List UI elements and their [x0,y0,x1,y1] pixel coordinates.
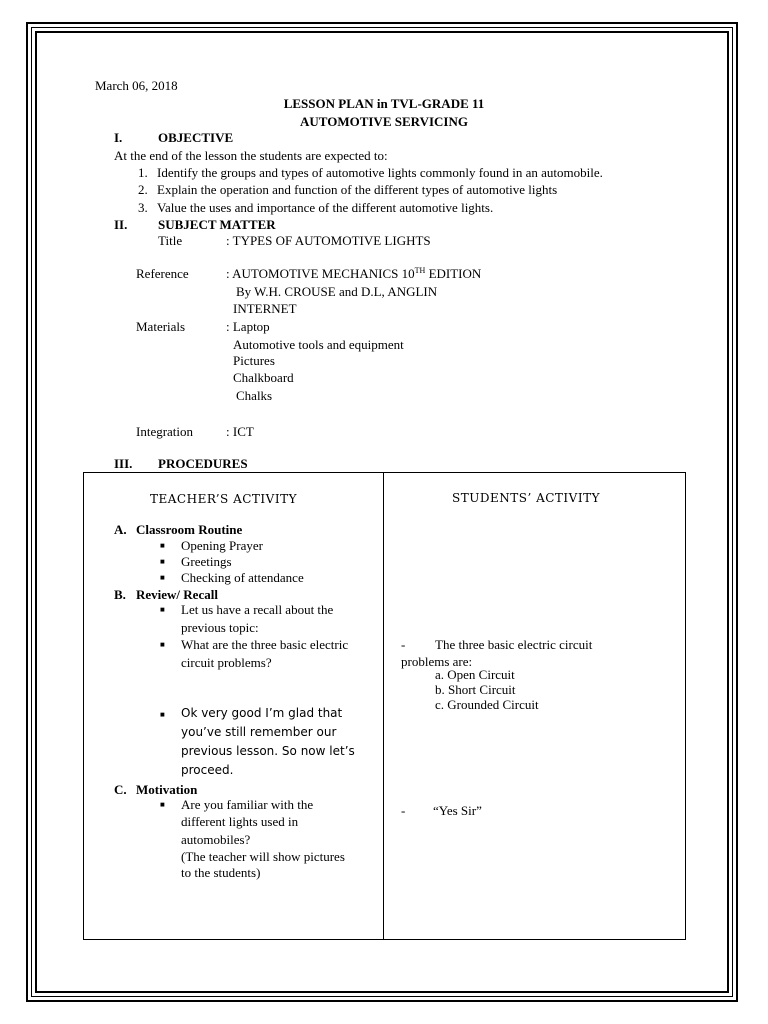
square-bullet-icon: ■ [160,800,165,809]
student-response-item: b. Short Circuit [435,682,516,697]
title-line1: LESSON PLAN in TVL-GRADE 11 [283,96,485,111]
list-item: Are you familiar with the [181,797,314,812]
materials-item: Pictures [233,353,275,368]
list-item: Greetings [181,554,232,569]
list-item: circuit problems? [181,655,272,670]
student-response: “Yes Sir” [433,803,482,818]
student-response: The three basic electric circuit [435,637,593,652]
materials-item: Automotive tools and equipment [233,337,404,352]
list-item: Opening Prayer [181,538,263,553]
title-line2: AUTOMOTIVE SERVICING [300,114,468,129]
list-item: Ok very good I’m glad that [181,706,343,720]
title-value: : TYPES OF AUTOMOTIVE LIGHTS [226,233,431,248]
review-recall-title: Review/ Recall [136,587,218,602]
procedures-table [83,472,686,940]
motivation-title: Motivation [136,782,198,797]
response-dash: - [401,803,406,818]
materials-item: : Laptop [226,319,270,334]
list-item: What are the three basic electric [181,637,349,652]
list-item: you’ve still remember our [181,725,337,739]
section-heading-subject: SUBJECT MATTER [158,217,276,232]
list-item: automobiles? [181,832,251,847]
list-number: 3. [138,200,148,215]
list-letter: A. [114,522,127,537]
list-letter: C. [114,782,127,797]
student-activity-header: STUDENTS’ ACTIVITY [452,491,600,505]
list-item: to the students) [181,865,261,880]
list-item: proceed. [181,763,234,777]
integration-value: : ICT [226,424,254,439]
table-column-divider [383,473,384,939]
reference-internet: INTERNET [233,301,297,316]
date: March 06, 2018 [95,78,178,93]
list-number: 2. [138,182,148,197]
section-heading-objective: OBJECTIVE [158,130,234,145]
response-dash: - [401,637,406,652]
square-bullet-icon: ■ [160,605,165,614]
materials-label: Materials [136,319,186,334]
list-item: previous topic: [181,620,259,635]
reference-label: Reference [136,266,189,281]
list-item: Let us have a recall about the [181,602,334,617]
list-item: Checking of attendance [181,570,304,585]
integration-label: Integration [136,424,194,439]
objective-item: Value the uses and importance of the different automotive lights. [157,200,494,215]
square-bullet-icon: ■ [160,640,165,649]
section-heading-procedures: PROCEDURES [158,456,248,471]
section-number: II. [114,217,128,232]
materials-item: Chalks [236,388,273,403]
student-response-item: c. Grounded Circuit [435,697,539,712]
square-bullet-icon: ■ [160,557,165,566]
square-bullet-icon: ■ [160,710,165,719]
objective-item: Explain the operation and function of the different types of automotive lights [157,182,558,197]
reference-value: : AUTOMOTIVE MECHANICS 10TH EDITION [226,266,482,281]
reference-author: By W.H. CROUSE and D.L, ANGLIN [236,284,438,299]
section-number: III. [114,456,133,471]
list-number: 1. [138,165,148,180]
title-label: Title [158,233,183,248]
objective-item: Identify the groups and types of automotive lights commonly found in an automobile. [157,165,603,180]
list-item: different lights used in [181,814,299,829]
classroom-routine-title: Classroom Routine [136,522,243,537]
objective-intro: At the end of the lesson the students are expected to: [114,148,388,163]
section-number: I. [114,130,123,145]
student-response-item: a. Open Circuit [435,667,515,682]
list-item: previous lesson. So now let’s [181,744,355,758]
square-bullet-icon: ■ [160,573,165,582]
list-letter: B. [114,587,126,602]
square-bullet-icon: ■ [160,541,165,550]
list-item: (The teacher will show pictures [181,849,345,864]
student-response: problems are: [401,654,473,669]
materials-item: Chalkboard [233,370,294,385]
teacher-activity-header: TEACHER’S ACTIVITY [150,492,297,506]
